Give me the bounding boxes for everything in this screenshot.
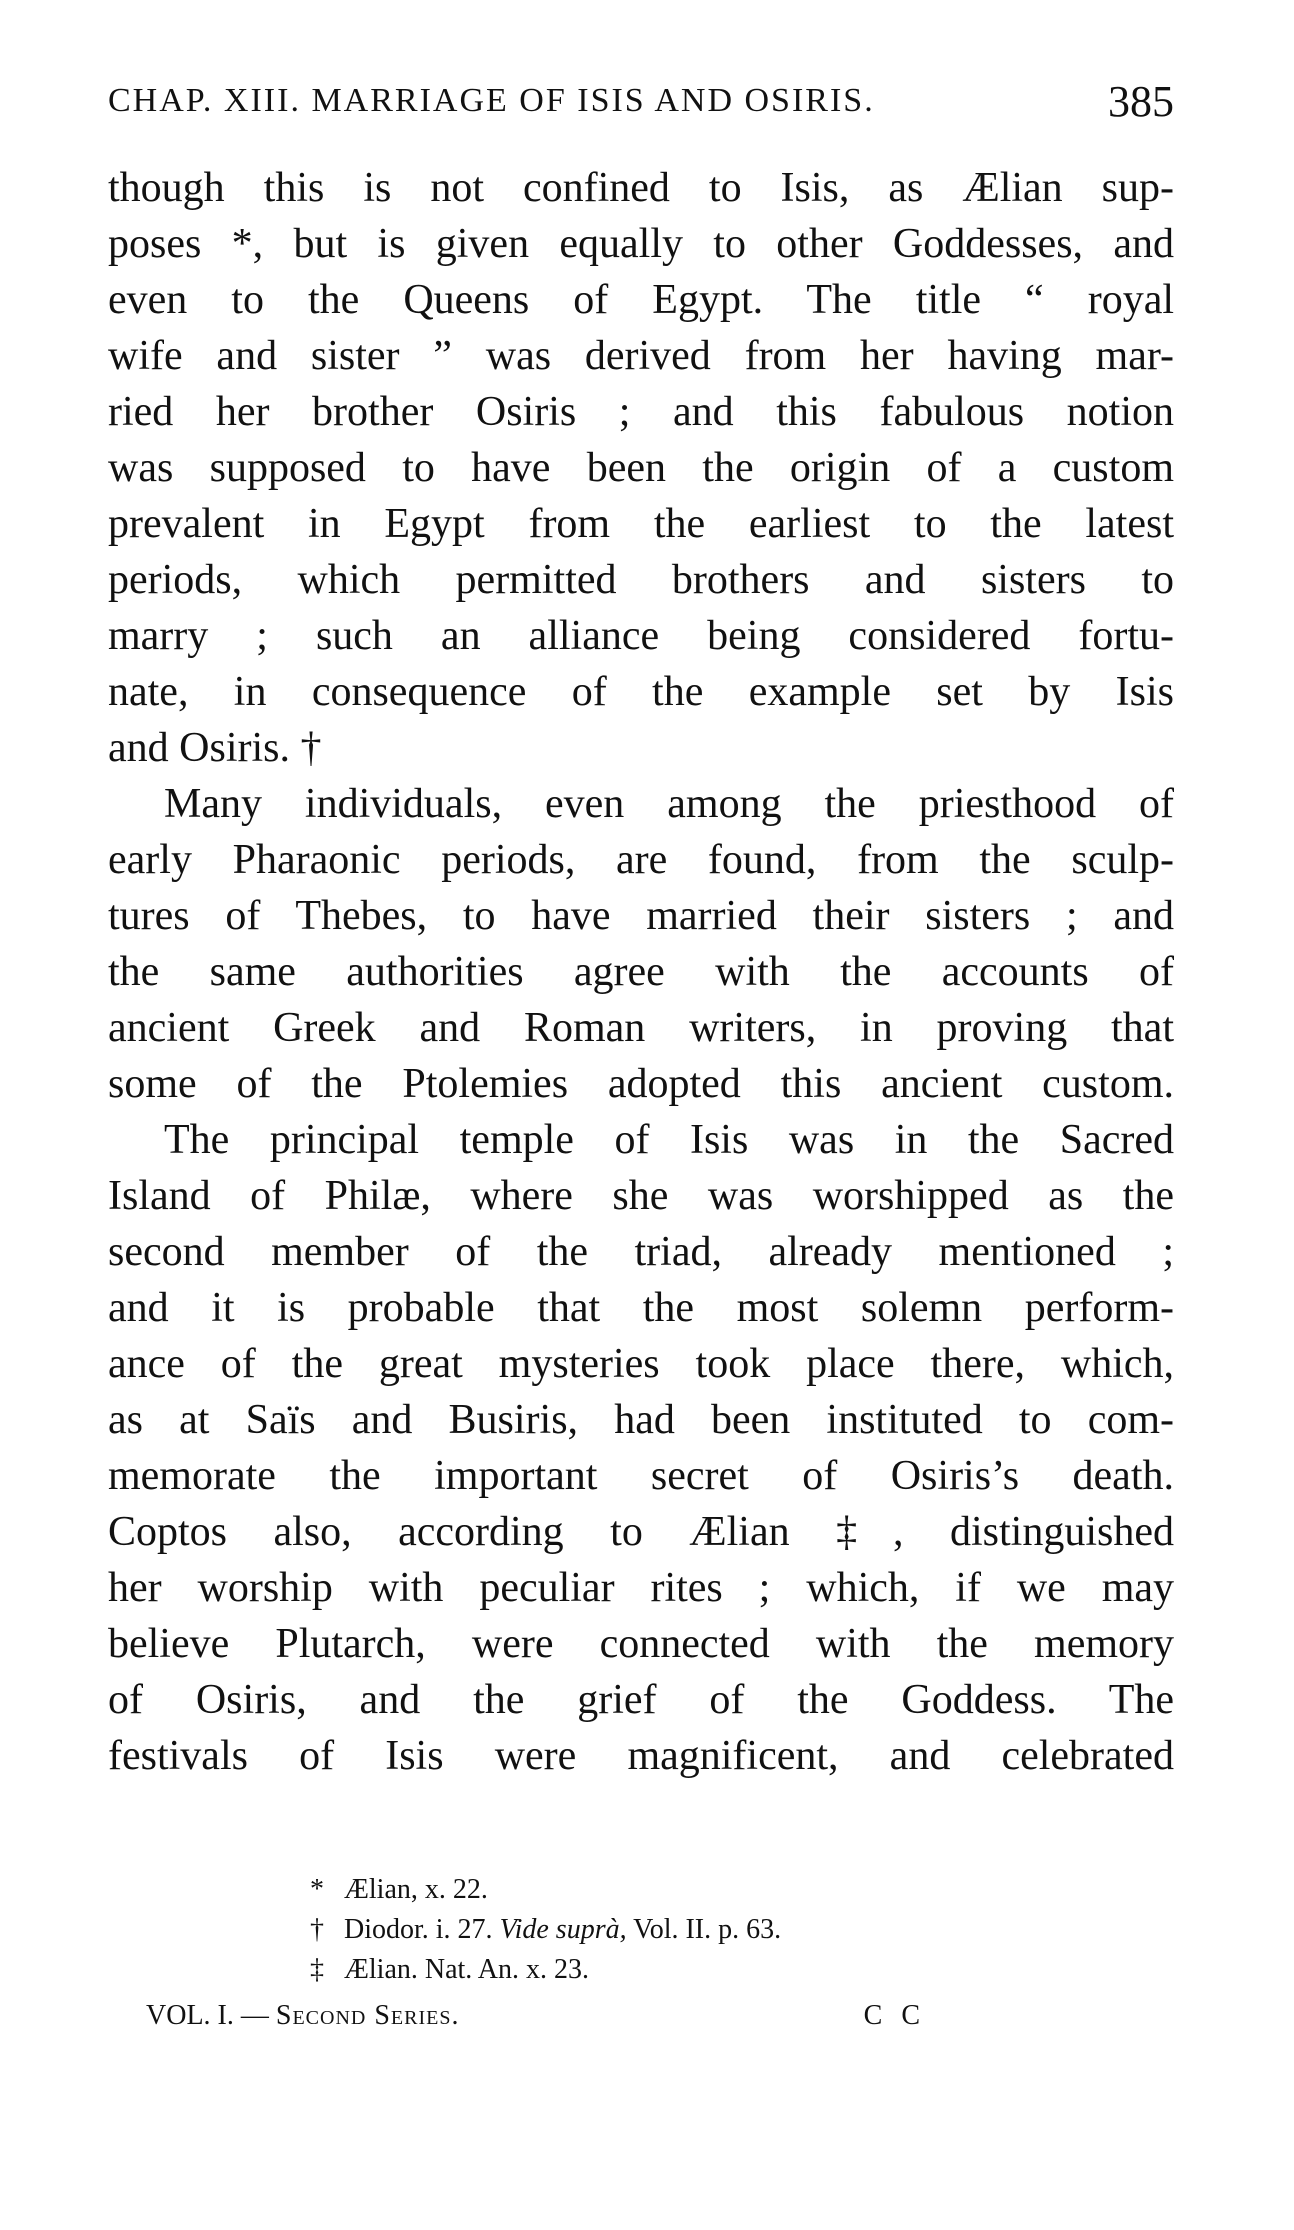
footnote-mark: * bbox=[310, 1874, 324, 1905]
footnote bbox=[310, 1950, 1010, 1990]
text-line: marry ; such an alliance being considered fortu- bbox=[108, 613, 1174, 659]
volume-label bbox=[146, 2000, 459, 2032]
text-line: believe Plutarch, were connected with the memory bbox=[108, 1621, 1174, 1667]
footnote-mark: † bbox=[310, 1914, 324, 1945]
footnotes bbox=[310, 1870, 1010, 1990]
text-line: of Osiris, and the grief of the Goddess. The bbox=[108, 1677, 1174, 1723]
text-line: the same authorities agree with the accounts of bbox=[108, 949, 1174, 995]
text-line: periods, which permitted brothers and sisters to bbox=[108, 557, 1174, 603]
text-line: some of the Ptolemies adopted this ancient custom. bbox=[108, 1061, 1174, 1107]
chapter-heading: CHAP. XIII. MARRIAGE OF ISIS AND OSIRIS. bbox=[108, 82, 875, 119]
text-line: early Pharaonic periods, are found, from the sculp- bbox=[108, 837, 1174, 883]
footnote-mark: ‡ bbox=[310, 1954, 324, 1985]
text-line: memorate the important secret of Osiris’s death. bbox=[108, 1453, 1174, 1499]
paragraph-start-line: Many individuals, even among the priesthood of bbox=[164, 781, 1174, 827]
text-line: ried her brother Osiris ; and this fabulous notion bbox=[108, 389, 1174, 435]
text-line: tures of Thebes, to have married their sisters ; and bbox=[108, 893, 1174, 939]
signature-line bbox=[146, 2000, 926, 2044]
text-line: prevalent in Egypt from the earliest to the latest bbox=[108, 501, 1174, 547]
footnote-text: Diodor. i. 27. bbox=[344, 1914, 500, 1945]
text-line: ancient Greek and Roman writers, in proving that bbox=[108, 1005, 1174, 1051]
volume-prefix: VOL. I. — bbox=[146, 2000, 276, 2031]
text-line: though this is not confined to Isis, as Ælian sup- bbox=[108, 165, 1174, 211]
text-line: and Osiris. † bbox=[108, 725, 322, 771]
text-line: even to the Queens of Egypt. The title “ royal bbox=[108, 277, 1174, 323]
text-line: her worship with peculiar rites ; which, if we may bbox=[108, 1565, 1174, 1611]
text-line: and it is probable that the most solemn perform- bbox=[108, 1285, 1174, 1331]
footnote-text: Ælian, x. 22. bbox=[344, 1874, 488, 1905]
body-text bbox=[108, 160, 1174, 1784]
page-number: 385 bbox=[1108, 77, 1174, 126]
footnote bbox=[310, 1910, 1010, 1950]
text-line: poses *, but is given equally to other Goddesses, and bbox=[108, 221, 1174, 267]
text-line: ance of the great mysteries took place there, which, bbox=[108, 1341, 1174, 1387]
footnote-text-continued: Vol. II. p. 63. bbox=[626, 1914, 782, 1945]
printer-signature-mark: C C bbox=[863, 2000, 926, 2031]
paragraph-start-line: The principal temple of Isis was in the Sacred bbox=[164, 1117, 1174, 1163]
running-head bbox=[108, 77, 1174, 132]
footnote bbox=[310, 1870, 1010, 1910]
text-line: as at Saïs and Busiris, had been instituted to com- bbox=[108, 1397, 1174, 1443]
text-line: was supposed to have been the origin of a custom bbox=[108, 445, 1174, 491]
footnote-italic-text: Vide suprà, bbox=[499, 1914, 627, 1945]
text-line: second member of the triad, already mentioned ; bbox=[108, 1229, 1174, 1275]
text-line: Island of Philæ, where she was worshipped as the bbox=[108, 1173, 1174, 1219]
text-line: nate, in consequence of the example set by Isis bbox=[108, 669, 1174, 715]
footnote-text: Ælian. Nat. An. x. 23. bbox=[344, 1954, 589, 1985]
text-line: Coptos also, according to Ælian ‡, distinguished bbox=[108, 1509, 1174, 1555]
series-label: Second Series. bbox=[275, 2000, 460, 2031]
text-line: wife and sister ” was derived from her having mar- bbox=[108, 333, 1174, 379]
text-line: festivals of Isis were magnificent, and celebrated bbox=[108, 1733, 1174, 1779]
